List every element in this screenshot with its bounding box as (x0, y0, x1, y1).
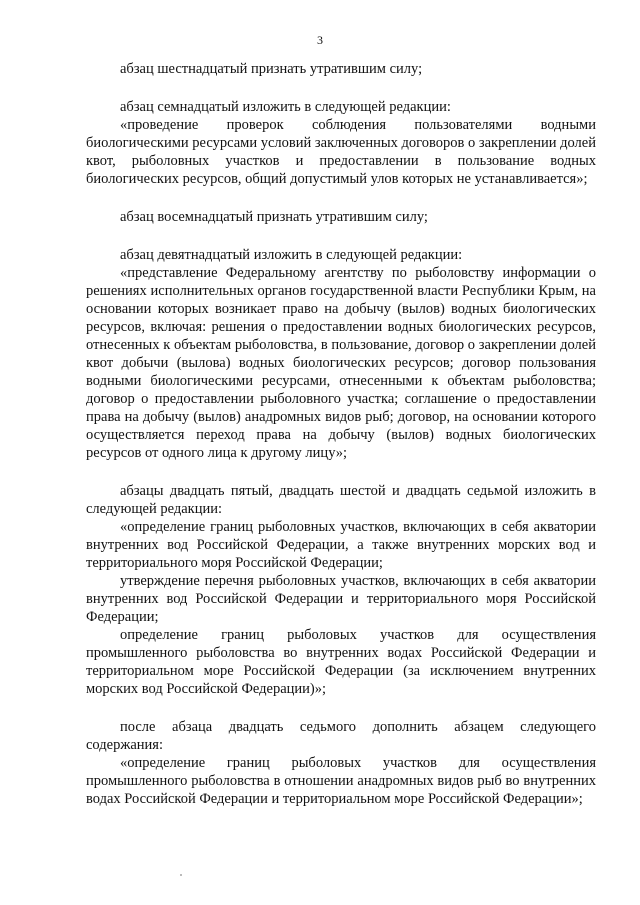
addition-intro: после абзаца двадцать седьмого дополнить абзацем следующего содержания: (86, 719, 596, 753)
paragraph-25-text: «определение границ рыболовных участков, включающих в себя акватории внутренних вод Российской Федерации, а также внутренних морских вод и территориального моря Российской Федерации; (86, 519, 596, 571)
document-body (86, 60, 596, 808)
paragraph-19-text: «представление Федеральному агентству по рыболовству информации о решениях исполнительных органов государственной власти Республики Крым, на основании которых возникает право на добычу (вылов) водных биологических ресурсов, включая: решения о предоставлении водных биологических ресурсов, отнесенных к объектам рыболовства, в пользование, договор о закреплении долей квот добычи (вылова) водных биологических ресурсов; договор пользования водными биологическими ресурсами, отнесенными к объектам рыболовства; договор о предоставлении рыболовного участка; соглашение о предоставлении права на добычу (вылов) анадромных видов рыб; договор, на основании которого осуществляется переход права на добычу (вылов) водных биологических ресурсов от одного лица к другому лицу»; (86, 265, 596, 461)
paragraph-17-intro: абзац семнадцатый изложить в следующей редакции: (120, 99, 451, 115)
paragraph-16-repeal: абзац шестнадцатый признать утратившим силу; (120, 61, 423, 77)
page-number: 3 (317, 33, 323, 47)
paragraph-27-text: определение границ рыболовых участков для осуществления промышленного рыболовства во внутренних водах Российской Федерации и территориальном море Российской Федерации (за исключением внутренних морских вод Российской Федерации)»; (86, 627, 596, 697)
scan-speck (180, 874, 182, 876)
paragraph-19-intro: абзац девятнадцатый изложить в следующей редакции: (120, 247, 463, 263)
paragraphs-25-27-intro: абзацы двадцать пятый, двадцать шестой и двадцать седьмой изложить в следующей редакции: (86, 483, 596, 517)
paragraph-26-text: утверждение перечня рыболовных участков, включающих в себя акватории внутренних вод Российской Федерации и территориального моря Российской Федерации; (86, 573, 596, 625)
addition-text: «определение границ рыболовых участков для осуществления промышленного рыболовства в отношении анадромных видов рыб во внутренних водах Российской Федерации и территориальном море Российской Федерации»; (86, 755, 596, 807)
paragraph-17-text: «проведение проверок соблюдения пользователями водными биологическими ресурсами условий заключенных договоров о закреплении долей квот, рыболовных участков и предоставлении в пользование водных биологических ресурсов, общий допустимый улов которых не устанавливается»; (86, 117, 596, 187)
paragraph-18-repeal: абзац восемнадцатый признать утратившим силу; (120, 209, 428, 225)
